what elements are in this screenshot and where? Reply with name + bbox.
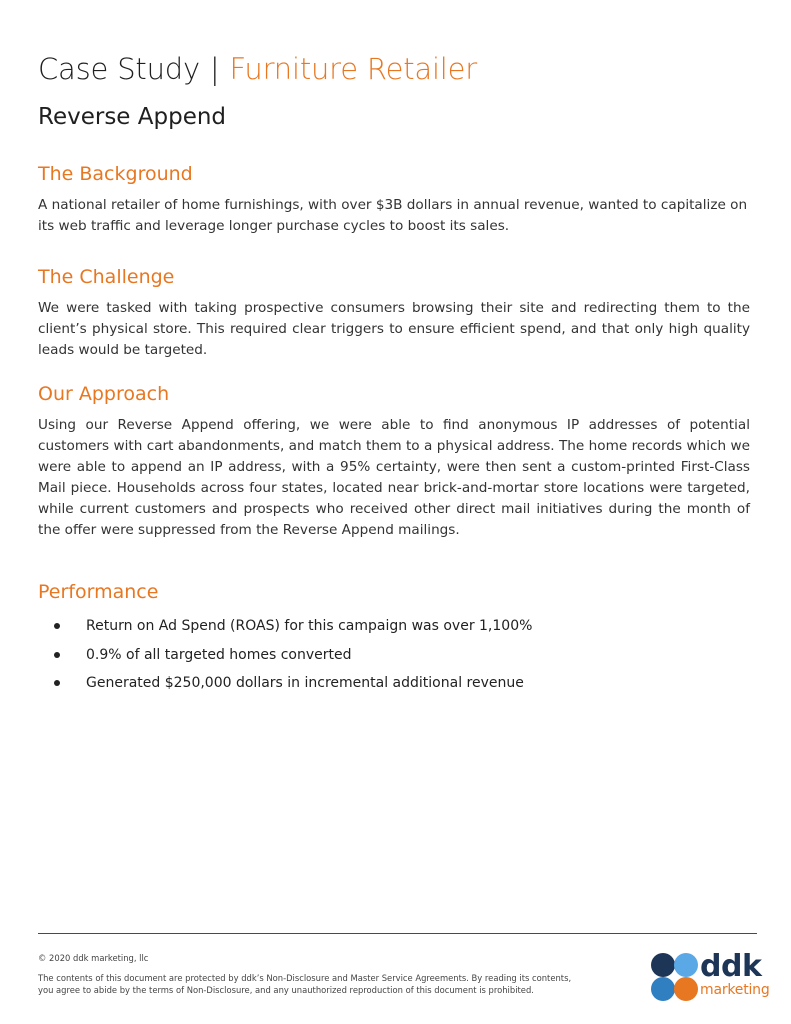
approach-heading: Our Approach [38, 383, 170, 405]
bullet-icon [54, 652, 60, 658]
background-body: A national retailer of home furnishings, with over $3B dollars in annual revenue, wanted to capitalize on its web traffic and leverage longer purchase cycles to boost its sales. [38, 197, 748, 234]
logo-blue-circle [651, 977, 675, 1001]
approach-body: Using our Reverse Append offering, we were able to find anonymous IP addresses of potential customers with cart abandonments, and match them to a physical address. The home records which we were able to append an IP address, with a 95% certainty, were then sent a custom-printed First-Class Mail piece. Households across four states, located near brick-and-mortar store locations were targeted, while current customers and prospects who received other direct mail initiatives during the month of the offer were suppressed from the Reverse Append mailings. [38, 417, 750, 538]
footer-divider [38, 933, 757, 934]
bullet-icon [54, 623, 60, 629]
list-item-text: Generated $250,000 dollars in incremental additional revenue [86, 675, 524, 691]
logo-circles-icon [648, 947, 708, 1007]
logo-navy-circle [651, 953, 675, 977]
ddk-marketing-logo [648, 947, 778, 1007]
logo-light-blue-circle [674, 953, 698, 977]
footer-copyright: © 2020 ddk marketing, llc [38, 953, 149, 963]
page-subtitle: Reverse Append [38, 104, 227, 130]
logo-orange-circle [674, 977, 698, 1001]
logo-tagline: marketing [700, 982, 770, 998]
list-item-text: 0.9% of all targeted homes converted [86, 646, 352, 663]
background-heading: The Background [38, 163, 193, 185]
performance-heading: Performance [38, 581, 159, 603]
list-item-text: Return on Ad Spend (ROAS) for this campaign was over 1,100% [86, 618, 533, 634]
title-accent: Furniture Retailer [229, 52, 478, 86]
footer-legal-notice: The contents of this document are protected by ddk’s Non-Disclosure and Master Service Agreements. By reading its contents, you agree to abide by the terms of Non-Disclosure, and any unauthorized reproduction of this document is prohibited. [38, 973, 572, 995]
bullet-icon [54, 680, 60, 686]
logo-wordmark: ddk [700, 949, 762, 984]
challenge-heading: The Challenge [38, 266, 175, 288]
title-separator: | [209, 52, 220, 86]
title-prefix: Case Study [38, 52, 200, 86]
challenge-body: We were tasked with taking prospective consumers browsing their site and redirecting them to the client’s physical store. This required clear triggers to ensure efficient spend, and that only high quality leads would be targeted. [38, 300, 750, 358]
page-title [38, 52, 477, 86]
